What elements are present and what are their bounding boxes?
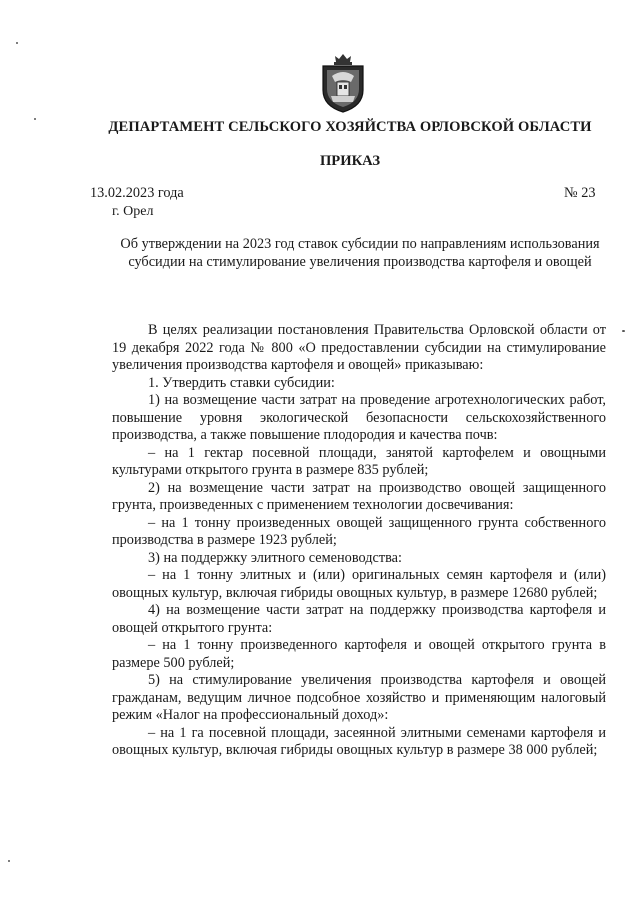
rate-2: – на 1 тонну произведенных овощей защищенного грунта собственного производства в размере 1923 рублей; [112, 514, 606, 548]
rate-4: – на 1 тонну произведенного картофеля и овощей открытого грунта в размере 500 рублей; [112, 637, 606, 671]
subclause-2: 2) на возмещение части затрат на производство овощей защищенного грунта, произведенных с применением технологии досвечивания: [112, 479, 606, 513]
subclause-3: 3) на поддержку элитного семеноводства: [148, 549, 402, 566]
clause-1: 1. Утвердить ставки субсидии: [148, 374, 335, 391]
order-body [112, 322, 606, 760]
order-city: г. Орел [112, 204, 154, 219]
rate-1: – на 1 гектар посевной площади, занятой картофелем и овощными культурами открытого грунта в размере 835 рублей; [112, 444, 606, 478]
rate-3: – на 1 тонну элитных и (или) оригинальных семян картофеля и (или) овощных культур, включая гибриды овощных культур, в размере 12680 рублей; [112, 567, 606, 601]
document-type: ПРИКАЗ [319, 153, 381, 169]
rate-5: – на 1 га посевной площади, засеянной элитными семенами картофеля и овощных культур, включая гибриды овощных культур в размере 38 000 рублей; [112, 724, 606, 758]
order-number: № 23 [564, 185, 596, 201]
department-name: ДЕПАРТАМЕНТ СЕЛЬСКОГО ХОЗЯЙСТВА ОРЛОВСКОЙ ОБЛАСТИ [108, 119, 592, 135]
scan-speck [16, 42, 18, 44]
subclause-4: 4) на возмещение части затрат на поддержку производства картофеля и овощей открытого грунта: [112, 602, 606, 636]
coat-of-arms-icon [320, 52, 366, 114]
scan-speck [8, 860, 10, 862]
subclause-1: 1) на возмещение части затрат на проведение агротехнологических работ, повышение уровня экологической безопасности сельскохозяйственного производства, а также повышение плодородия и качества почв: [112, 392, 606, 443]
scan-speck [34, 118, 36, 120]
order-date: 13.02.2023 года [90, 185, 184, 201]
preamble-paragraph: В целях реализации постановления Правительства Орловской области от 19 декабря 2022 года № 800 «О предоставлении субсидии на стимулирование увеличения производства картофеля и овощей» приказываю: [112, 322, 606, 373]
subclause-5: 5) на стимулирование увеличения производства картофеля и овощей гражданам, ведущим личное подсобное хозяйство и применяющим налоговый режим «Налог на профессиональный доход»: [112, 672, 606, 723]
scan-speck [622, 330, 625, 332]
order-subject: Об утверждении на 2023 год ставок субсидии по направлениям использования субсидии на стимулирование увеличения производства картофеля и овощей [120, 236, 600, 270]
